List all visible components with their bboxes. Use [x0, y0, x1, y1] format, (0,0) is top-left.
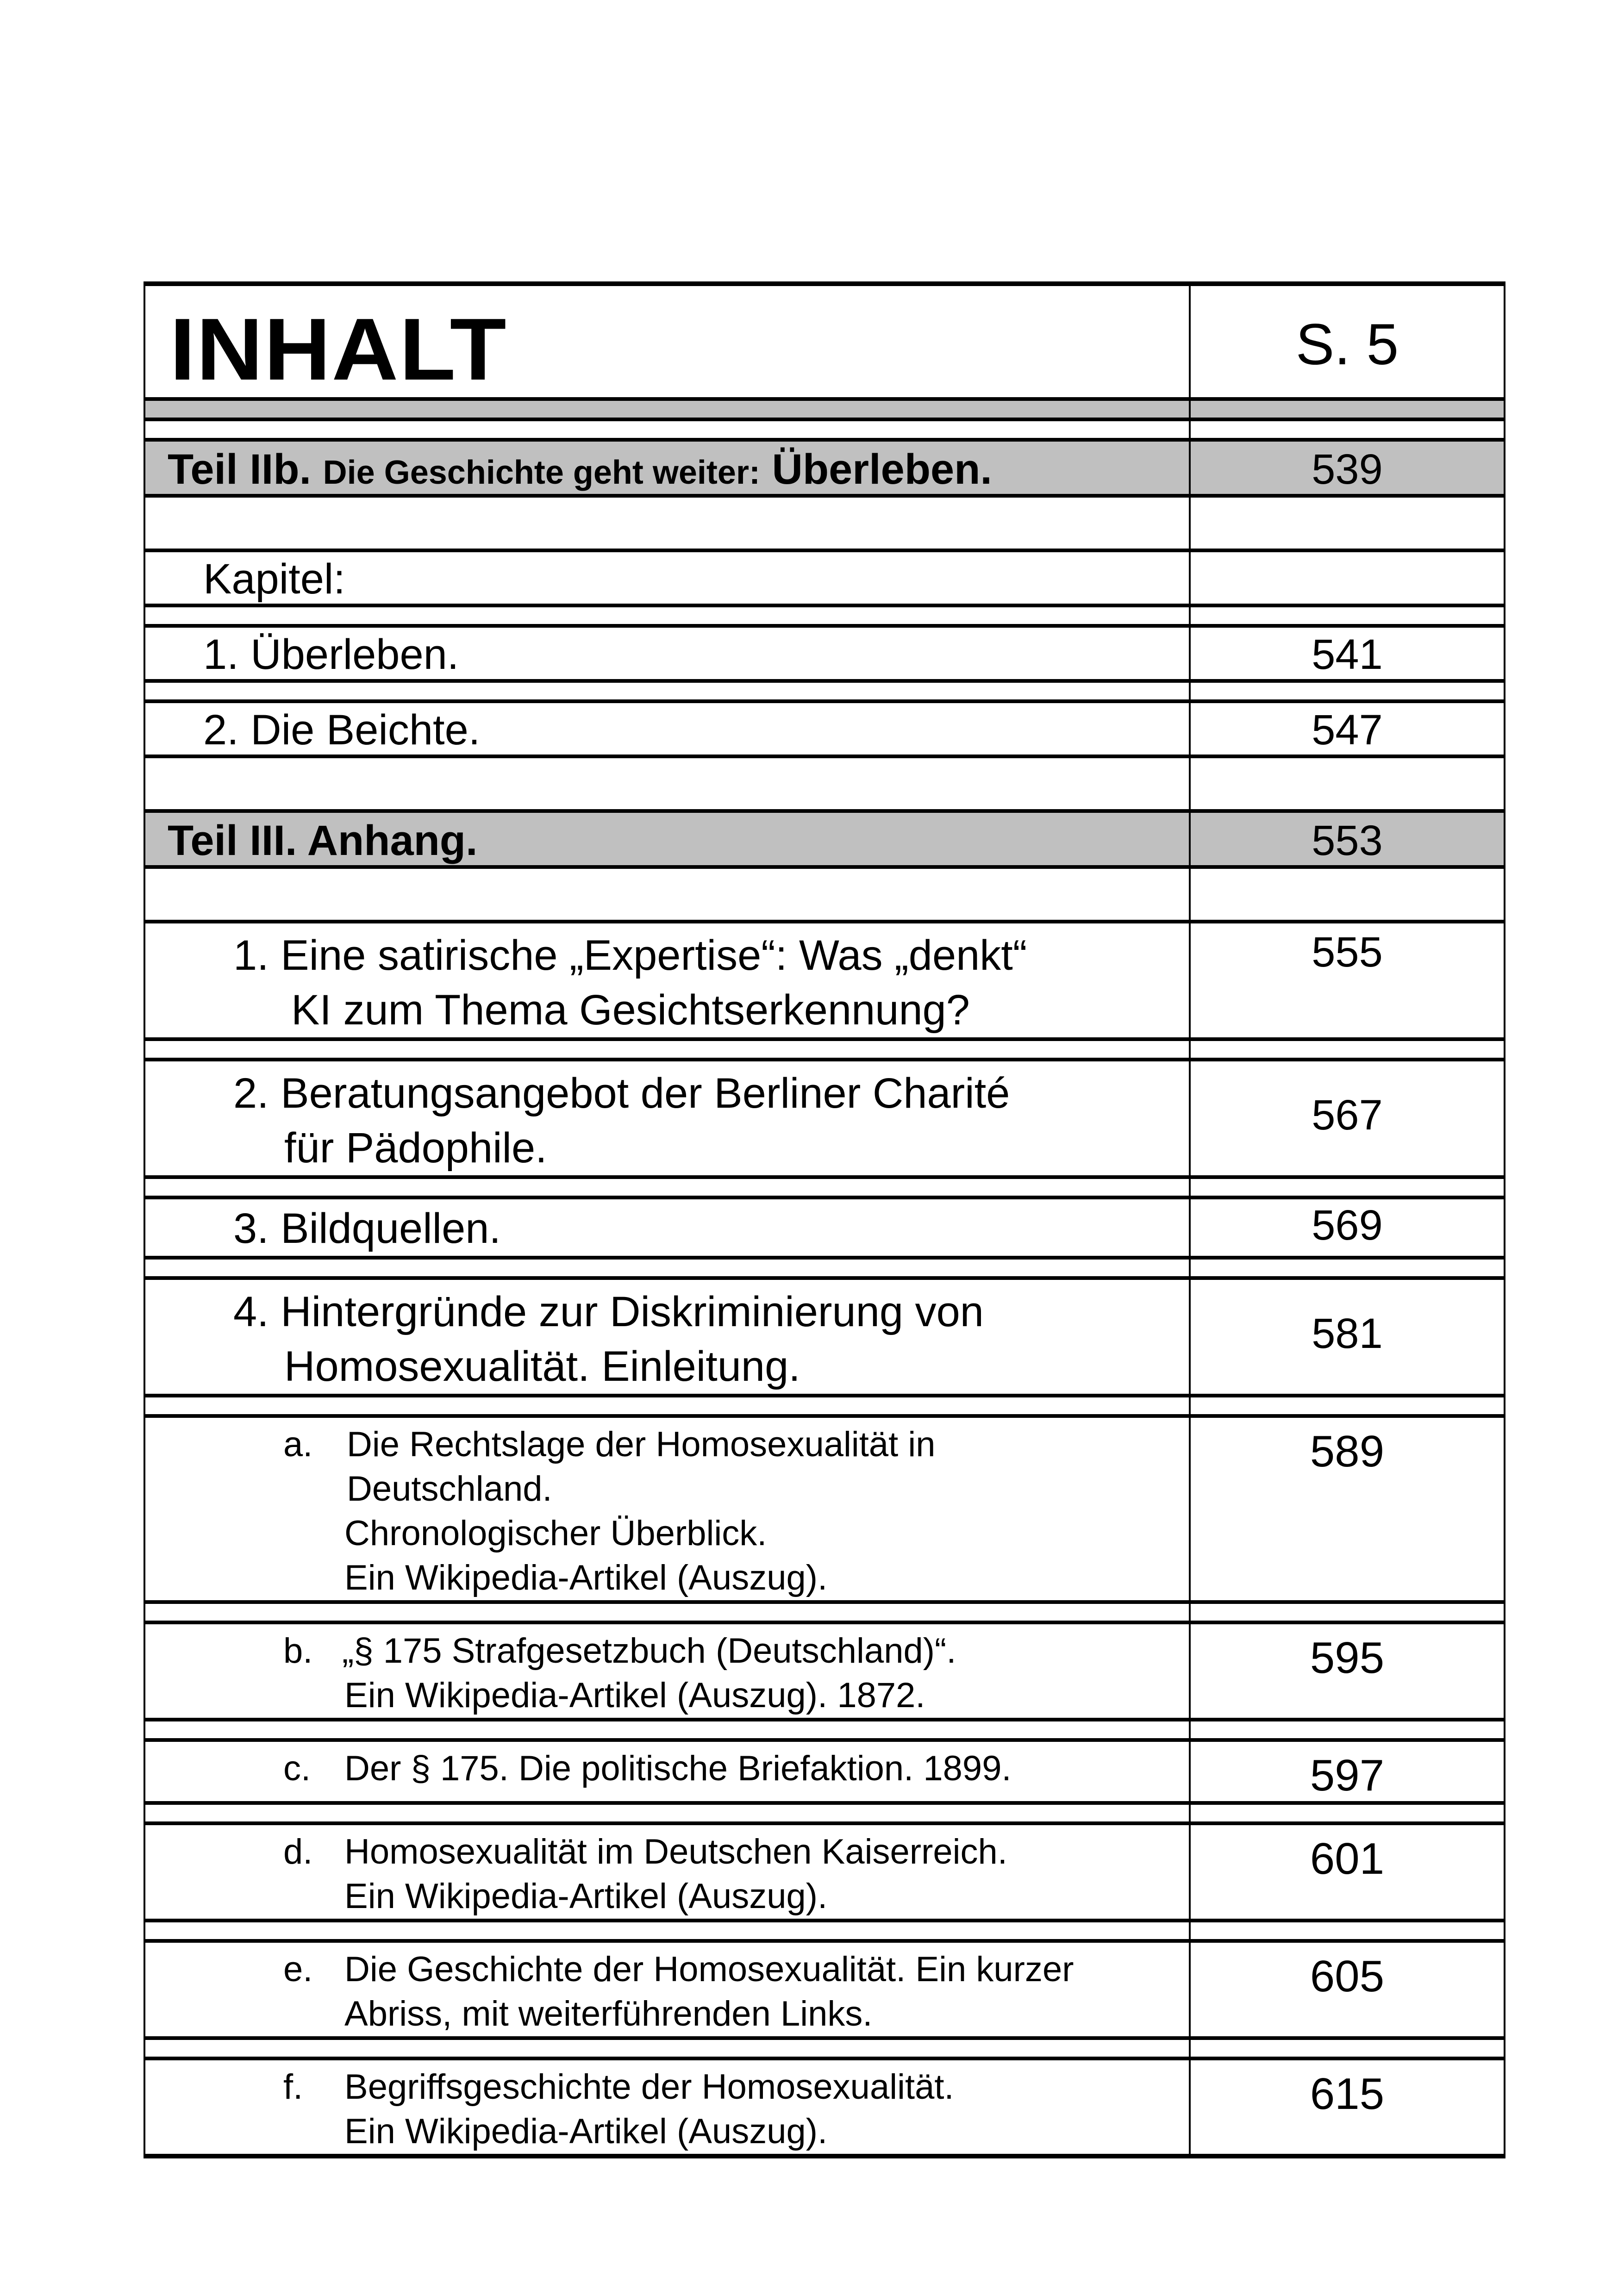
entry-label: 3. Bildquellen. [233, 1205, 501, 1252]
toc-entry[interactable] [144, 1060, 1505, 1177]
toc-header-row [144, 284, 1505, 399]
entry-label: e. Die Geschichte der Homosexualität. Ein kurzer Abriss, mit weiterführenden Links. [283, 1950, 1074, 2033]
part-page: 539 [1312, 446, 1383, 493]
entry-label: d. Homosexualität im Deutschen Kaiserreich. Ein Wikipedia-Artikel (Auszug). [283, 1832, 1007, 1916]
table-of-contents [144, 281, 1505, 2158]
entry-page: 581 [1312, 1310, 1383, 1357]
entry-label: 4. Hintergründe zur Diskriminierung von Homosexualität. Einleitung. [233, 1288, 984, 1390]
entry-page: 569 [1312, 1202, 1383, 1249]
toc-part-row [144, 440, 1505, 496]
separator-row [144, 1258, 1505, 1278]
spacer-row [144, 496, 1505, 550]
entry-label: 2. Beratungsangebot der Berliner Charité für Pädophile. [233, 1070, 1010, 1172]
entry-label: 1. Eine satirische „Expertise“: Was „denkt“ KI zum Thema Gesichtserkennung? [233, 932, 1027, 1034]
entry-label: b. „§ 175 Strafgesetzbuch (Deutschland)“. Ein Wikipedia-Artikel (Auszug). 1872. [283, 1631, 956, 1715]
separator-row [144, 1396, 1505, 1416]
separator-row [144, 1039, 1505, 1060]
entry-page: 605 [1310, 1952, 1385, 2001]
separator-row [144, 1602, 1505, 1622]
separator-row [144, 1803, 1505, 1823]
entry-label: c. Der § 175. Die politische Briefaktion. 1899. [283, 1749, 1012, 1788]
toc-subentry[interactable] [144, 2058, 1505, 2156]
spacer-row [144, 756, 1505, 811]
chapters-heading-row [144, 550, 1505, 605]
toc-entry[interactable] [144, 922, 1505, 1039]
separator-row [144, 419, 1505, 440]
toc-part-row [144, 811, 1505, 867]
toc-entry[interactable] [144, 1197, 1505, 1258]
entry-page: 567 [1312, 1091, 1383, 1139]
entry-page: 547 [1312, 706, 1383, 754]
entry-page: 601 [1310, 1834, 1385, 1883]
toc-subentry[interactable] [144, 1941, 1505, 2038]
separator-row [144, 2038, 1505, 2058]
entry-page: 597 [1310, 1751, 1385, 1800]
page-number: S. 5 [1295, 312, 1399, 377]
grey-separator-row [144, 399, 1505, 419]
separator-row [144, 681, 1505, 701]
entry-page: 555 [1312, 929, 1383, 976]
separator-row [144, 1177, 1505, 1197]
entry-label: a. Die Rechtslage der Homosexualität in Deutschland. Chronologischer Überblick. Ein Wikipedia-Artikel (Auszug). [283, 1425, 936, 1597]
part-label: Teil IIb. Die Geschichte geht weiter: Überleben. [168, 446, 992, 493]
part-page: 553 [1312, 817, 1383, 864]
toc-subentry[interactable] [144, 1740, 1505, 1803]
entry-label: f. Begriffsgeschichte der Homosexualität. Ein Wikipedia-Artikel (Auszug). [283, 2067, 954, 2151]
entry-page: 541 [1312, 631, 1383, 678]
toc-entry[interactable] [144, 701, 1505, 756]
separator-row [144, 1720, 1505, 1740]
part-label: Teil III. Anhang. [168, 817, 478, 864]
spacer-row [144, 867, 1505, 922]
separator-row [144, 1921, 1505, 1941]
toc-subentry[interactable] [144, 1416, 1505, 1602]
toc-entry[interactable] [144, 626, 1505, 681]
entry-page: 615 [1310, 2069, 1385, 2119]
page-title: INHALT [169, 300, 507, 399]
entry-label: 1. Überleben. [203, 631, 459, 678]
toc-subentry[interactable] [144, 1823, 1505, 1921]
chapters-heading: Kapitel: [203, 555, 345, 603]
entry-page: 595 [1310, 1633, 1385, 1683]
entry-page: 589 [1310, 1427, 1385, 1476]
separator-row [144, 605, 1505, 626]
toc-entry[interactable] [144, 1278, 1505, 1396]
toc-subentry[interactable] [144, 1622, 1505, 1720]
entry-label: 2. Die Beichte. [203, 706, 481, 754]
